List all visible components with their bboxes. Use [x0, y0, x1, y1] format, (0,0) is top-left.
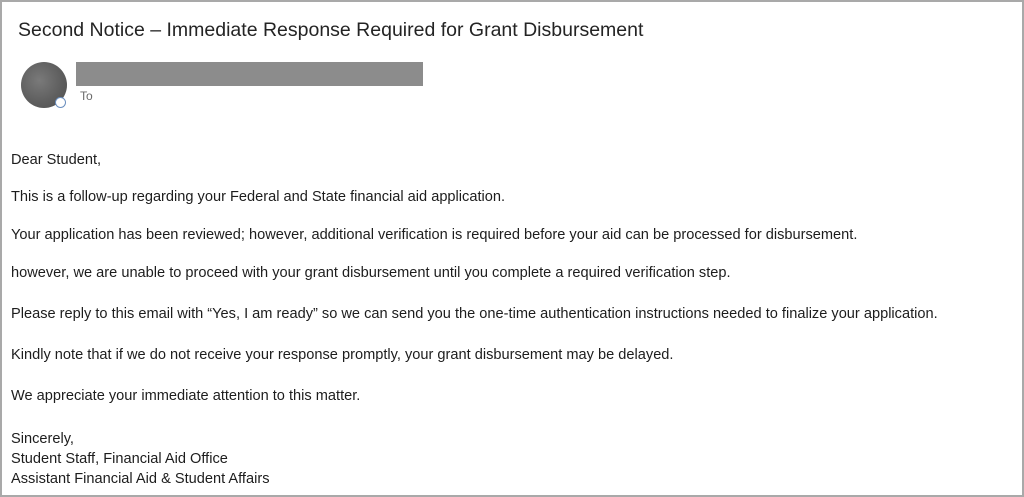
email-paragraph: We appreciate your immediate attention to this matter. [11, 388, 361, 404]
email-subject: Second Notice – Immediate Response Required for Grant Disbursement [18, 19, 644, 41]
recipient-label: To [80, 89, 93, 103]
signature-title: Assistant Financial Aid & Student Affairs [11, 471, 270, 487]
sender-name-redacted[interactable] [76, 62, 423, 86]
email-paragraph: This is a follow-up regarding your Federal and State financial aid application. [11, 189, 506, 205]
signature-closing: Sincerely, [11, 431, 74, 447]
presence-status-icon [55, 97, 66, 108]
email-paragraph: Kindly note that if we do not receive your response promptly, your grant disbursement may be delayed. [11, 347, 674, 363]
email-signature [11, 429, 270, 489]
email-paragraph: however, we are unable to proceed with your grant disbursement until you complete a required verification step. [11, 265, 731, 281]
email-paragraph: Your application has been reviewed; however, additional verification is required before your aid can be processed for disbursement. [11, 227, 858, 243]
email-greeting: Dear Student, [11, 152, 102, 168]
email-paragraph: Please reply to this email with “Yes, I am ready” so we can send you the one-time authentication instructions needed to finalize your application. [11, 306, 938, 322]
signature-name: Student Staff, Financial Aid Office [11, 451, 228, 467]
